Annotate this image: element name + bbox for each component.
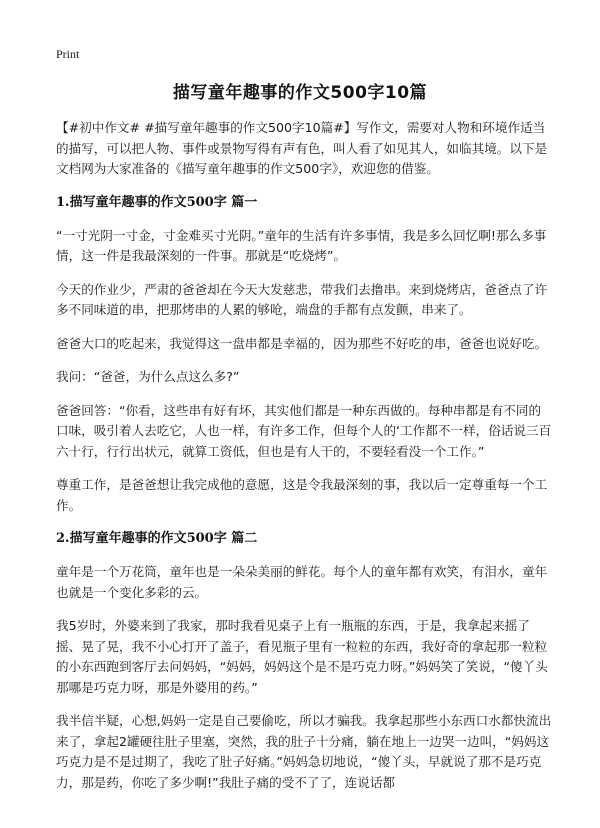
paragraph: 今天的作业少，严肃的爸爸却在今天大发慈悲，带我们去撸串。来到烧烤店，爸爸点了许多不同味道的串，把那烤串的人累的够呛，端盘的手都有点发颤，串来了。 <box>56 281 548 317</box>
document-title: 描写童年趣事的作文500字10篇 <box>172 83 428 103</box>
section-heading-2: 2.描写童年趣事的作文500字 篇二 <box>56 531 258 546</box>
paragraph: “一寸光阴一寸金，寸金难买寸光阴。”童年的生活有许多事情，我是多么回忆啊!那么多事情，这一件是我最深刻的一件事。那就是“吃烧烤”。 <box>56 227 547 263</box>
paragraph: 爸爸大口的吃起来，我觉得这一盘串都是幸福的，因为那些不好吃的串，爸爸也说好吃。 <box>56 335 548 351</box>
paragraph: 爸爸回答：“你看，这些串有好有坏，其实他们都是一种东西做的。每种串都是有不同的口味，吸引着人去吃它，人也一样，有许多工作，但每个人的‘工作都不一样，俗话说三百六十行，行行出状元，就算工资低，但也是有人干的，不要轻看没一个工作。” <box>56 402 552 459</box>
paragraph: 尊重工作，是爸爸想让我完成他的意愿，这是令我最深刻的事，我以后一定尊重每一个工作。 <box>56 477 548 513</box>
paragraph: 我问：“爸爸，为什么点这么多?” <box>56 369 240 384</box>
print-link[interactable]: Print <box>56 47 80 61</box>
paragraph: 我5岁时，外婆来到了我家，那时我看见桌子上有一瓶瓶的东西，于是，我拿起来摇了摇、晃了晃，我不小心打开了盖子，看见瓶子里有一粒粒的东西，我好奇的拿起那一粒粒的小东西跑到客厅去问妈妈，“妈妈，妈妈这个是不是巧克力呀。”妈妈笑了笑说，“傻丫头那哪是巧克力呀，那是外婆用的药。” <box>56 618 548 695</box>
paragraph: 我半信半疑，心想,妈妈一定是自己要偷吃，所以才骗我。我拿起那些小东西口水都快流出来了，拿起2罐硬往肚子里塞，突然，我的肚子十分痛，躺在地上一边哭一边叫，“妈妈这巧克力是不是过期了，我吃了肚子好痛。”妈妈急切地说，“傻丫头，早就说了那不是巧克力，那是药，你吃了多少啊!”我肚子痛的受不了了，连说话都 <box>56 713 552 790</box>
document-body <box>56 118 552 806</box>
intro-paragraph: 【#初中作文# #描写童年趣事的作文500字10篇#】写作文，需要对人物和环境作适当的描写，可以把人物、事件或景物写得有声有色，叫人看了如见其人，如临其境。以下是文档网为大家准备的《描写童年趣事的作文500字》，欢迎您的借鉴。 <box>56 120 548 176</box>
section-heading-1: 1.描写童年趣事的作文500字 篇一 <box>56 194 258 210</box>
paragraph: 童年是一个万花筒，童年也是一朵朵美丽的鲜花。每个人的童年都有欢笑，有泪水，童年也就是一个变化多彩的云。 <box>56 564 548 600</box>
